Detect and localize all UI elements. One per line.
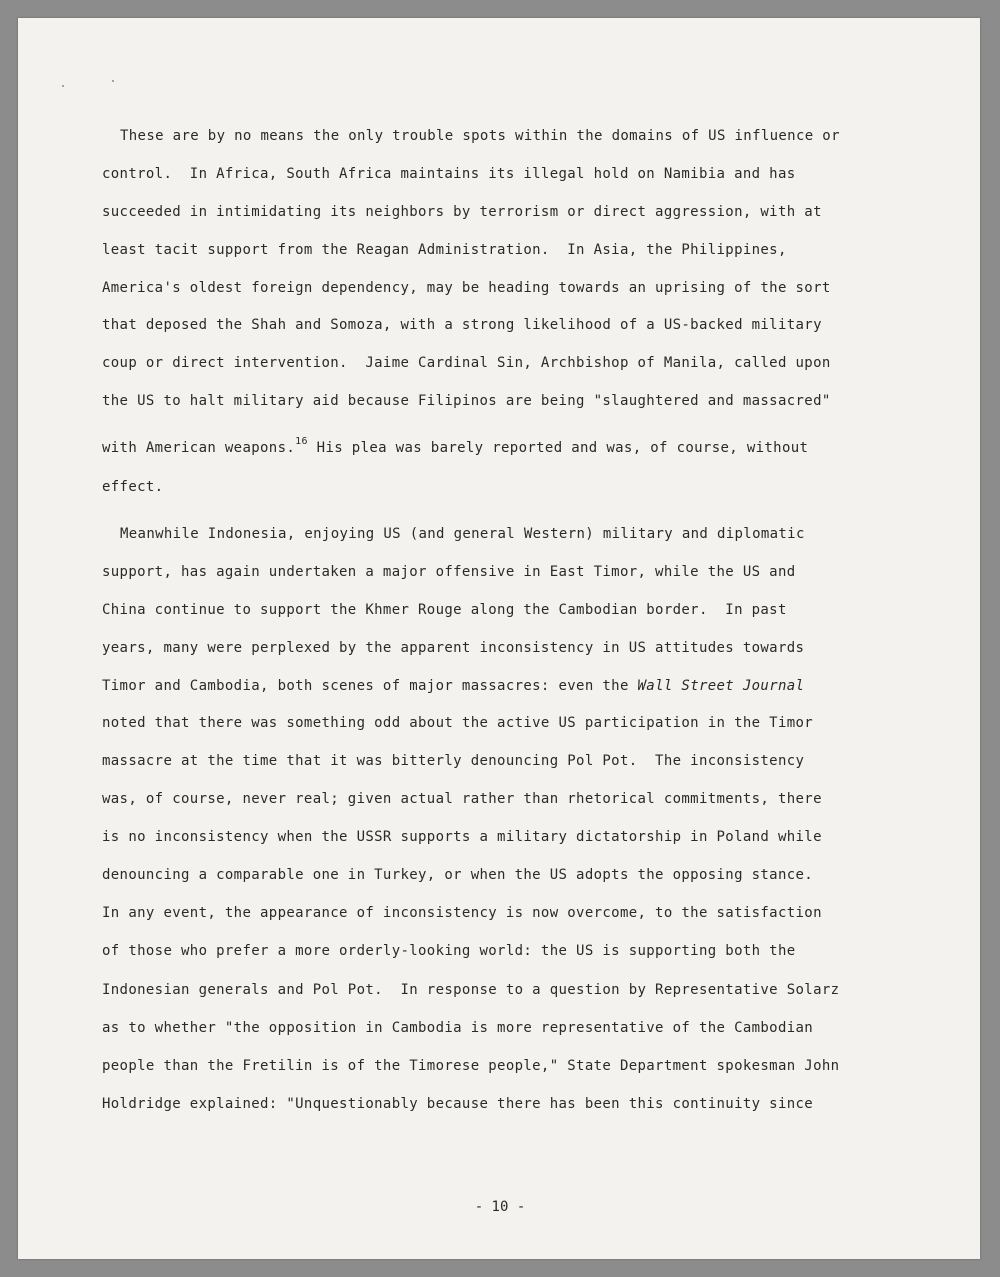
text-line: massacre at the time that it was bitterly denouncing Pol Pot. The inconsistency (102, 753, 805, 769)
text-line: as to whether "the opposition in Cambodia is more representative of the Cambodian (102, 1020, 814, 1036)
text-line: support, has again undertaken a major offensive in East Timor, while the US and (102, 564, 796, 580)
text-line: noted that there was something odd about the active US participation in the Timor (102, 715, 814, 731)
text-line: the US to halt military aid because Filipinos are being "slaughtered and massacred" (102, 393, 831, 409)
text-line: is no inconsistency when the USSR supports a military dictatorship in Poland while (102, 829, 822, 845)
text-segment: Timor and Cambodia, both scenes of major massacres: even the (102, 678, 638, 694)
paper-speck (62, 85, 64, 87)
text-line: least tacit support from the Reagan Administration. In Asia, the Philippines, (102, 242, 787, 258)
text-line: coup or direct intervention. Jaime Cardinal Sin, Archbishop of Manila, called upon (102, 355, 831, 371)
text-line: effect. (102, 479, 164, 495)
text-line: denouncing a comparable one in Turkey, or when the US adopts the opposing stance. (102, 867, 814, 883)
text-line: succeeded in intimidating its neighbors by terrorism or direct aggression, with at (102, 204, 822, 220)
text-segment: with American weapons. (102, 440, 296, 456)
text-line: China continue to support the Khmer Rouge along the Cambodian border. In past (102, 602, 787, 618)
text-line: years, many were perplexed by the apparent inconsistency in US attitudes towards (102, 640, 805, 656)
text-line: Holdridge explained: "Unquestionably because there has been this continuity since (102, 1096, 814, 1112)
text-line: people than the Fretilin is of the Timorese people," State Department spokesman John (102, 1058, 840, 1074)
text-line: that deposed the Shah and Somoza, with a strong likelihood of a US-backed military (102, 317, 822, 333)
text-line: Indonesian generals and Pol Pot. In response to a question by Representative Solarz (102, 982, 840, 998)
text-line: control. In Africa, South Africa maintains its illegal hold on Namibia and has (102, 166, 796, 182)
publication-title: Wall Street Journal (637, 678, 805, 694)
text-line: These are by no means the only trouble spots within the domains of US influence or (120, 128, 840, 144)
text-line: was, of course, never real; given actual rather than rhetorical commitments, there (102, 791, 822, 807)
text-line: In any event, the appearance of inconsistency is now overcome, to the satisfaction (102, 905, 822, 921)
text-line: America's oldest foreign dependency, may be heading towards an uprising of the sort (102, 280, 831, 296)
paper-speck (112, 80, 114, 82)
text-line (102, 436, 809, 459)
text-segment: His plea was barely reported and was, of course, without (307, 440, 809, 456)
text-line: Meanwhile Indonesia, enjoying US (and general Western) military and diplomatic (120, 526, 805, 542)
text-line (102, 677, 804, 695)
text-line: of those who prefer a more orderly-looking world: the US is supporting both the (102, 943, 796, 959)
footnote-marker: 16 (295, 436, 308, 447)
page-number: - 10 - (474, 1199, 526, 1215)
